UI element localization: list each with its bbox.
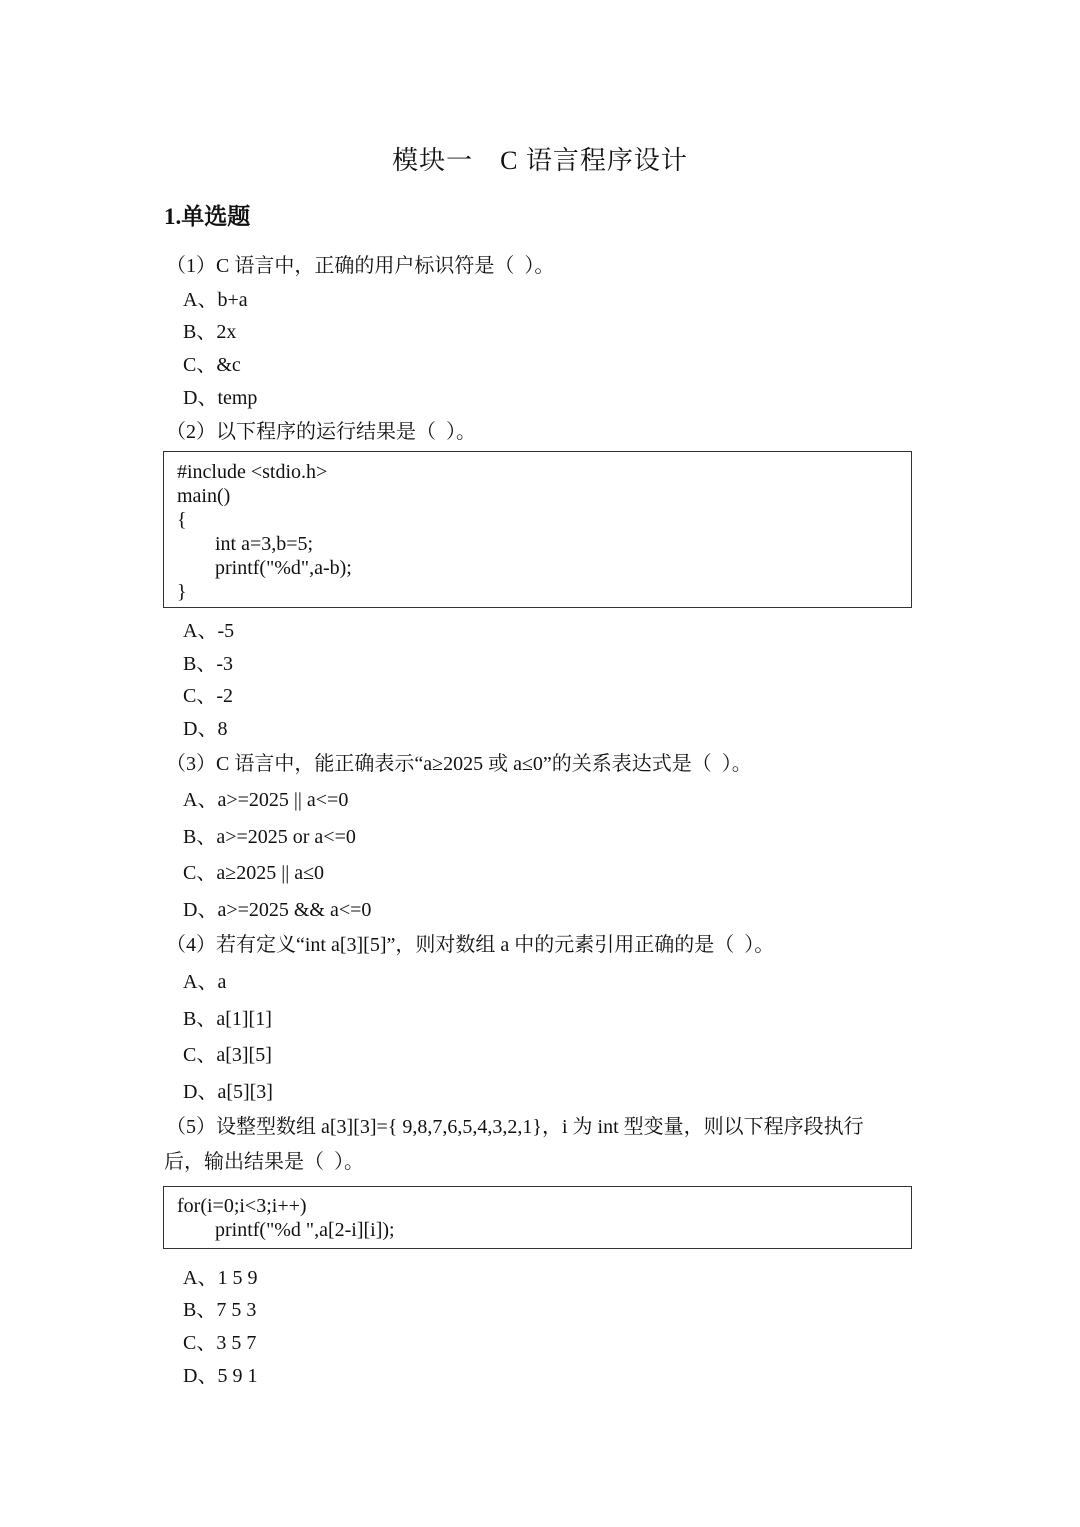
question-2: （2）以下程序的运行结果是（ ）。 [166, 421, 476, 443]
q5-option-c: C、3 5 7 [183, 1332, 257, 1354]
q3-option-a: A、a>=2025 || a<=0 [183, 789, 349, 811]
code-line: #include <stdio.h> [177, 461, 328, 483]
q2-option-c: C、-2 [183, 685, 233, 707]
q4-option-c: C、a[3][5] [183, 1044, 272, 1066]
q4-option-d: D、a[5][3] [183, 1081, 273, 1103]
code-line: for(i=0;i<3;i++) [177, 1195, 307, 1217]
q5-option-b: B、7 5 3 [183, 1299, 257, 1321]
q2-code-box [163, 451, 912, 608]
q2-option-a: A、-5 [183, 620, 235, 642]
page-title: 模块一 C 语言程序设计 [392, 146, 688, 175]
q4-option-a: A、a [183, 971, 227, 993]
q5-code-box [163, 1186, 912, 1249]
question-5-line-2: 后，输出结果是（ ）。 [164, 1151, 364, 1173]
q2-option-d: D、8 [183, 718, 228, 740]
q1-option-d: D、temp [183, 387, 258, 409]
question-3: （3）C 语言中，能正确表示“a≥2025 或 a≤0”的关系表达式是（ ）。 [166, 753, 752, 775]
q1-option-c: C、&c [183, 354, 241, 376]
code-line: printf("%d",a-b); [215, 557, 352, 579]
q1-option-b: B、2x [183, 321, 237, 343]
q3-option-b: B、a>=2025 or a<=0 [183, 826, 356, 848]
code-line: int a=3,b=5; [215, 533, 314, 555]
code-line: { [177, 509, 187, 531]
code-line: main() [177, 485, 231, 507]
code-line: printf("%d ",a[2-i][i]); [215, 1219, 395, 1241]
q5-option-d: D、5 9 1 [183, 1365, 258, 1387]
q2-option-b: B、-3 [183, 653, 233, 675]
q3-option-d: D、a>=2025 && a<=0 [183, 899, 372, 921]
q4-option-b: B、a[1][1] [183, 1008, 272, 1030]
question-5-line-1: （5）设整型数组 a[3][3]={ 9,8,7,6,5,4,3,2,1}，i 为 int 型变量，则以下程序段执行 [166, 1116, 864, 1138]
q1-option-a: A、b+a [183, 289, 248, 311]
q3-option-c: C、a≥2025 || a≤0 [183, 862, 325, 884]
question-1: （1）C 语言中，正确的用户标识符是（ ）。 [166, 255, 555, 277]
question-4: （4）若有定义“int a[3][5]”，则对数组 a 中的元素引用正确的是（ ）。 [166, 934, 775, 956]
section-heading: 1.单选题 [164, 204, 251, 229]
q5-option-a: A、1 5 9 [183, 1267, 258, 1289]
code-line: } [177, 581, 187, 603]
